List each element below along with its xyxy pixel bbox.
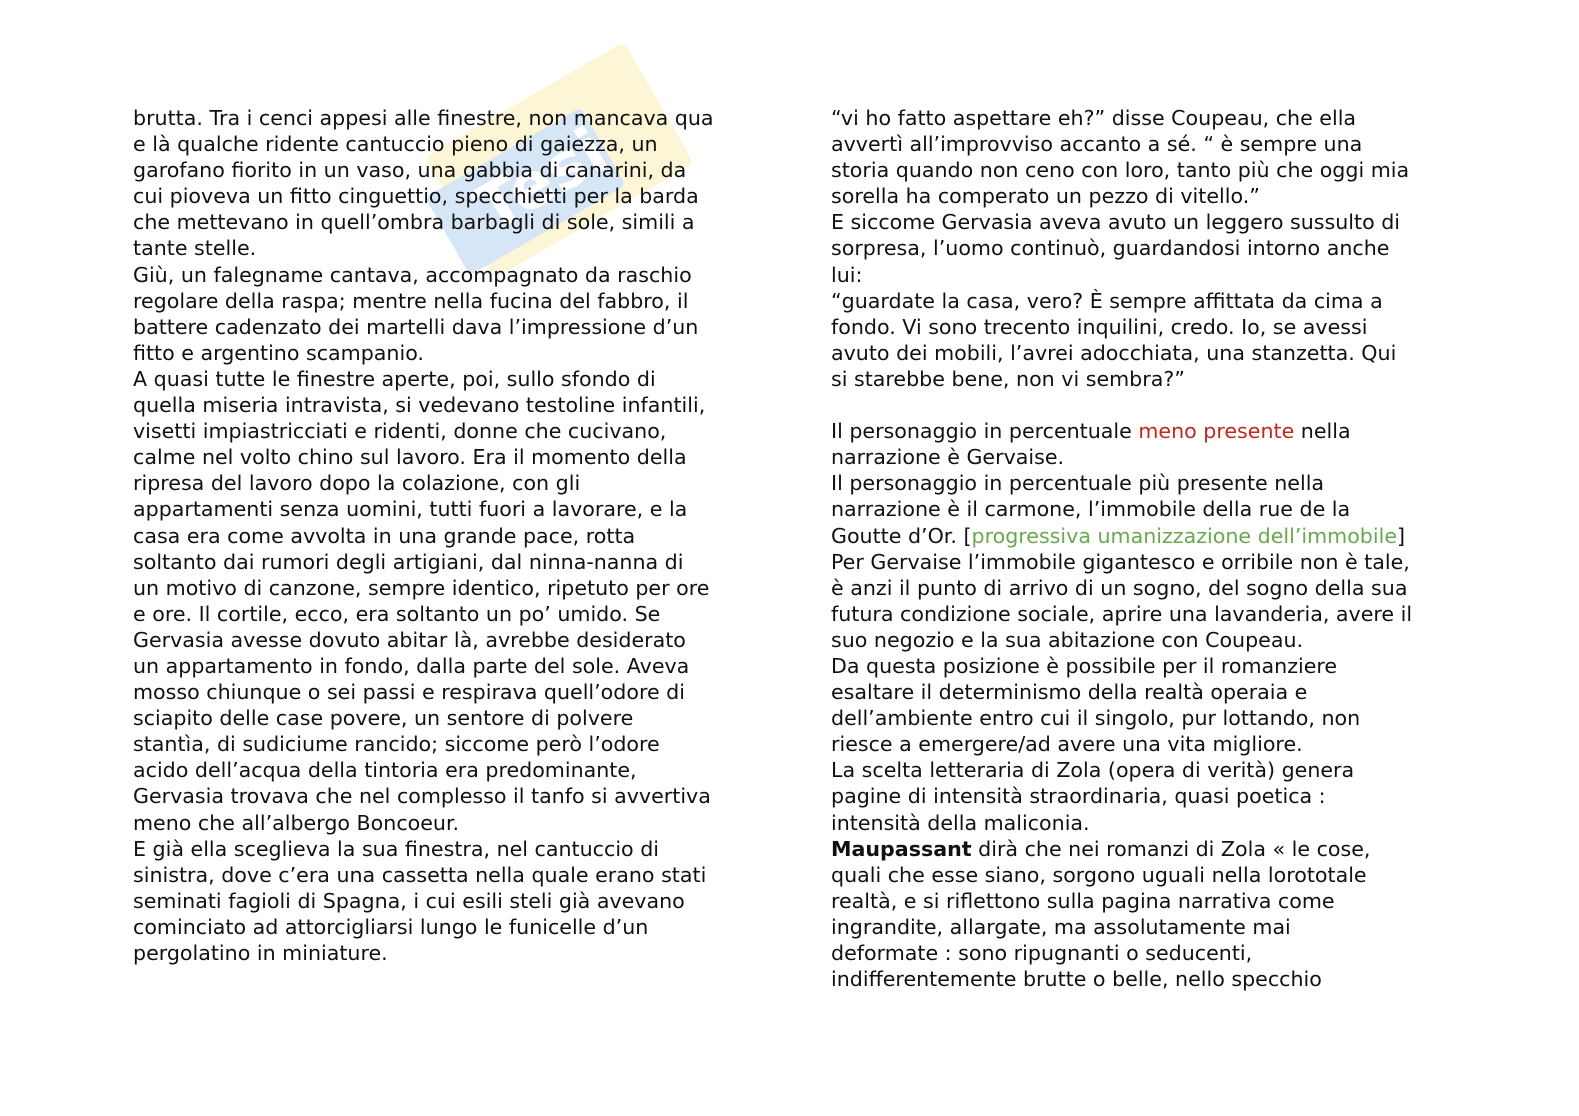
text-run: ] — [1397, 523, 1406, 548]
text-line: che mettevano in quell’ombra barbagli di sole, simili a — [133, 210, 695, 235]
text-line: seminati fagioli di Spagna, i cui esili steli già avevano — [133, 888, 685, 913]
text-line: riesce a emergere/ad avere una vita migliore. — [831, 732, 1303, 757]
text-line: A quasi tutte le finestre aperte, poi, sullo sfondo di — [133, 366, 656, 391]
text-line: si starebbe bene, non vi sembra?” — [831, 366, 1185, 391]
text-line: sinistra, dove c’era una cassetta nella quale erano stati — [133, 862, 707, 887]
text-line: quali che esse siano, sorgono uguali nella lorototale — [831, 862, 1367, 887]
text-line-goutte — [831, 523, 1412, 549]
text-line: battere cadenzato dei martelli dava l’impressione d’un — [133, 314, 699, 339]
text-line: Giù, un falegname cantava, accompagnato da raschio — [133, 262, 692, 287]
text-line: Gervasia avesse dovuto abitar là, avrebbe desiderato — [133, 627, 686, 652]
text-line: sorpresa, l’uomo continuò, guardandosi intorno anche — [831, 236, 1390, 261]
text-line: pergolatino in miniature. — [133, 941, 388, 965]
text-line: “guardate la casa, vero? È sempre affittata da cima a — [831, 288, 1383, 313]
text-line: acido dell’acqua della tintoria era predominante, — [133, 758, 637, 783]
text-line: suo negozio e la sua abitazione con Coupeau. — [831, 627, 1304, 652]
text-line: quella miseria intravista, si vedevano testoline infantili, — [133, 393, 706, 418]
text-line: casa era come avvolta in una grande pace, rotta — [133, 523, 636, 548]
author-name-maupassant: Maupassant — [831, 836, 972, 861]
text-line: Gervasia trovava che nel complesso il tanfo si avvertiva — [133, 784, 711, 809]
text-line: brutta. Tra i cenci appesi alle finestre, non mancava qua — [133, 106, 714, 130]
highlight-umanizzazione: progressiva umanizzazione dell’immobile — [971, 523, 1397, 548]
text-line: deformate : sono ripugnanti o seducenti, — [831, 941, 1253, 965]
text-line: Per Gervaise l’immobile gigantesco e orribile non è tale, — [831, 549, 1410, 574]
text-line: avvertì all’improvviso accanto a sé. “ è sempre una — [831, 132, 1363, 157]
text-line: intensità della maliconia. — [831, 810, 1090, 835]
text-line: Il personaggio in percentuale più presente nella — [831, 471, 1325, 496]
text-line: cui pioveva un fitto cinguettio, specchietti per la barda — [133, 184, 699, 209]
text-line: narrazione è il carmone, l’immobile della rue de la — [831, 497, 1351, 522]
left-text-column — [133, 105, 714, 966]
highlight-meno-presente: meno presente — [1138, 419, 1295, 444]
text-line-meno — [831, 418, 1412, 444]
text-line: fondo. Vi sono trecento inquilini, credo. Io, se avessi — [831, 314, 1368, 339]
text-line: mosso chiunque o sei passi e respirava quell’odore di — [133, 680, 685, 705]
paragraph-gap — [831, 392, 1412, 418]
text-line: pagine di intensità straordinaria, quasi poetica : — [831, 784, 1326, 809]
text-line: un appartamento in fondo, dalla parte del sole. Aveva — [133, 653, 690, 678]
text-run: dirà che nei romanzi di Zola « le cose, — [971, 836, 1371, 861]
svg-text:Tesi: Tesi — [463, 114, 621, 248]
text-line-maupassant — [831, 836, 1412, 862]
right-text-column — [831, 105, 1412, 992]
text-line: calme nel volto chino sul lavoro. Era il momento della — [133, 445, 687, 470]
text-run: nella — [1294, 419, 1351, 444]
text-line: garofano fiorito in un vaso, una gabbia di canarini, da — [133, 158, 687, 183]
text-line: avuto dei mobili, l’avrei adocchiata, una stanzetta. Qui — [831, 340, 1397, 365]
text-line: realtà, e si riflettono sulla pagina narrativa come — [831, 888, 1335, 913]
text-line: cominciato ad attorcigliarsi lungo le funicelle d’un — [133, 914, 649, 939]
text-line: esaltare il determinismo della realtà operaia e — [831, 680, 1308, 705]
text-line: lui: — [831, 262, 863, 287]
text-line: sciapito delle case povere, un sentore di polvere — [133, 706, 634, 731]
text-line: fitto e argentino scampanio. — [133, 340, 424, 365]
text-line: meno che all’albergo Boncoeur. — [133, 810, 460, 835]
text-line: tante stelle. — [133, 236, 257, 261]
text-run: Goutte d’Or. [ — [831, 523, 972, 548]
text-line: Da questa posizione è possibile per il romanziere — [831, 653, 1338, 678]
text-line: “vi ho fatto aspettare eh?” disse Coupeau, che ella — [831, 106, 1357, 130]
text-line: La scelta letteraria di Zola (opera di verità) genera — [831, 758, 1355, 783]
text-line: appartamenti senza uomini, tutti fuori a lavorare, e la — [133, 497, 688, 522]
text-line: storia quando non ceno con loro, tanto più che oggi mia — [831, 158, 1410, 183]
text-line: un motivo di canzone, sempre identico, ripetuto per ore — [133, 575, 710, 600]
text-line: E siccome Gervasia aveva avuto un leggero sussulto di — [831, 210, 1401, 235]
text-line: soltanto dai rumori degli artigiani, dal ninna-nanna di — [133, 549, 684, 574]
text-line: stantìa, di sudiciume rancido; siccome però l’odore — [133, 732, 660, 757]
text-line: visetti impiastricciati e ridenti, donne che cucivano, — [133, 419, 667, 444]
text-line: ingrandite, allargate, ma assolutamente mai — [831, 914, 1291, 939]
text-line: futura condizione sociale, aprire una lavanderia, avere il — [831, 601, 1413, 626]
text-line: e là qualche ridente cantuccio pieno di gaiezza, un — [133, 132, 658, 157]
text-line: regolare della raspa; mentre nella fucina del fabbro, il — [133, 288, 689, 313]
text-line: dell’ambiente entro cui il singolo, pur lottando, non — [831, 706, 1361, 731]
text-line: è anzi il punto di arrivo di un sogno, del sogno della sua — [831, 575, 1408, 600]
text-line: narrazione è Gervaise. — [831, 445, 1065, 470]
text-line: ripresa del lavoro dopo la colazione, con gli — [133, 471, 581, 496]
text-line: sorella ha comperato un pezzo di vitello.” — [831, 184, 1260, 209]
text-line: indifferentemente brutte o belle, nello specchio — [831, 967, 1322, 992]
text-line: E già ella sceglieva la sua finestra, nel cantuccio di — [133, 836, 659, 861]
text-run: Il personaggio in percentuale — [831, 419, 1139, 444]
text-line: e ore. Il cortile, ecco, era soltanto un po’ umido. Se — [133, 601, 661, 626]
